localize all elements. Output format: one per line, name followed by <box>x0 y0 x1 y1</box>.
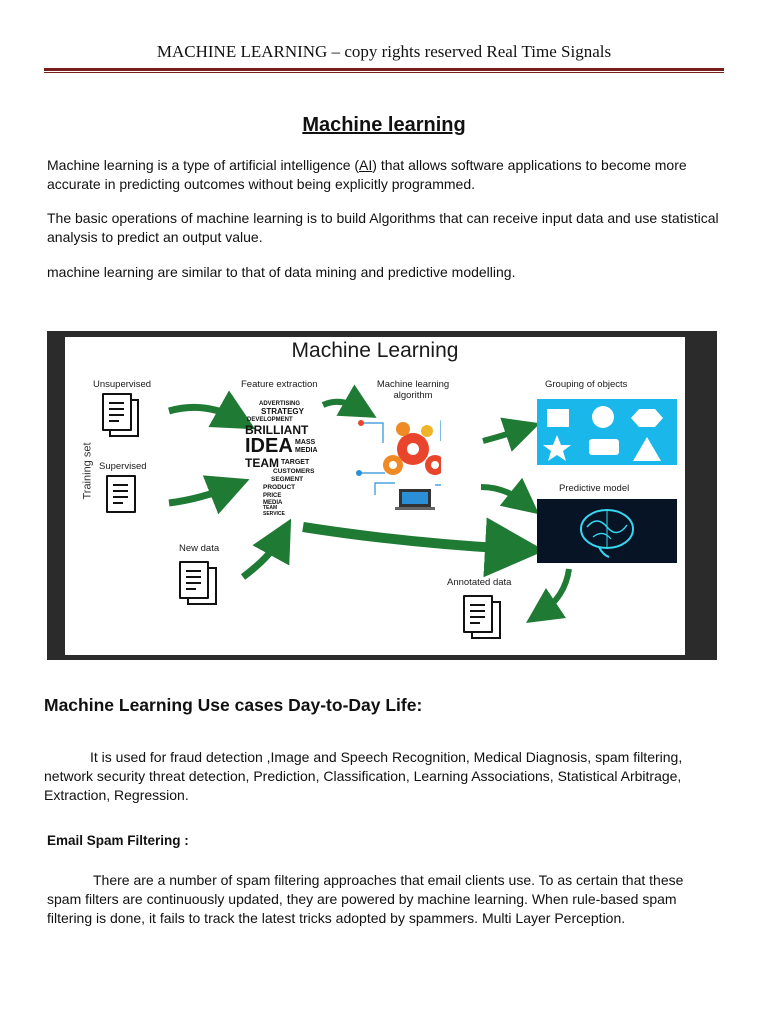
supervised-document-icon <box>106 475 136 513</box>
feature-extraction-label: Feature extraction <box>241 379 318 390</box>
page-header: MACHINE LEARNING – copy rights reserved Real Time Signals <box>156 42 612 61</box>
supervised-label: Supervised <box>99 461 147 472</box>
idea-bulb-word-cloud: ADVERTISING STRATEGY DEVELOPMENT BRILLIANT IDEA MASS MEDIA TEAM TARGET CUSTOMERS SEGMENT PRODUCT PRICE MEDIA TEAM SERVICE <box>245 401 318 517</box>
intro-paragraph-2: The basic operations of machine learning is to build Algorithms that can receive input data and use statistical analysis to predict an output value. <box>47 210 719 245</box>
arrow-newdata-to-features <box>243 537 281 577</box>
annotated-data-label: Annotated data <box>447 577 512 588</box>
brain-icon <box>537 499 677 563</box>
predictive-model-panel <box>537 499 677 563</box>
new-data-document-icon <box>179 561 209 599</box>
diagram-title: Machine Learning <box>291 339 459 362</box>
ml-algorithm-label: Machine learning algorithm <box>376 379 450 401</box>
annotated-data-document-icon <box>463 595 493 633</box>
arrow-supervised-to-features <box>169 487 230 503</box>
grouping-label: Grouping of objects <box>545 379 628 390</box>
shapes-icon <box>537 399 677 465</box>
use-cases-body: It is used for fraud detection ,Image and Speech Recognition, Medical Diagnosis, spam filtering, network security threat detection, Prediction, Classification, Learning Associations, Statistical Arbitrage, Extraction, Regression. <box>44 749 683 803</box>
ai-abbreviation: AI <box>359 157 373 173</box>
training-set-label: Training set <box>81 442 94 500</box>
predictive-model-label: Predictive model <box>559 483 630 494</box>
grouping-shapes-panel <box>537 399 677 465</box>
unsupervised-document-icon <box>102 393 132 431</box>
arrow-predictive-to-annotated <box>541 569 569 613</box>
new-data-label: New data <box>179 543 220 554</box>
header-rule <box>44 68 724 71</box>
ml-diagram-figure <box>47 331 717 660</box>
intro-p1-after: ) that allows software applications to become more accurate in predicting outcomes without being explicitly programmed. <box>47 157 687 192</box>
unsupervised-label: Unsupervised <box>93 379 152 390</box>
header-rule-thin <box>44 72 724 73</box>
gears-network-icon <box>355 403 441 513</box>
ml-diagram <box>65 337 685 655</box>
intro-paragraph-1 <box>47 156 737 194</box>
intro-paragraph-3: machine learning are similar to that of data mining and predictive modelling. <box>47 264 516 280</box>
spam-filtering-body: There are a number of spam filtering approaches that email clients use. To as certain that these spam filters are continuously updated, they are powered by machine learning. When rule-based spam filtering is done, it fails to track the latest tricks adopted by spammers. Multi Layer Perception. <box>47 872 684 926</box>
arrow-algorithm-to-grouping <box>483 429 523 441</box>
arrow-features-to-predictive <box>303 527 515 549</box>
use-cases-heading: Machine Learning Use cases Day-to-Day Life: <box>44 695 423 715</box>
page-title: Machine learning <box>302 114 466 136</box>
arrow-algorithm-to-predictive <box>481 487 525 503</box>
intro-p1-before: Machine learning is a type of artificial intelligence ( <box>47 157 360 173</box>
arrow-unsupervised-to-features <box>169 407 237 419</box>
spam-filtering-heading: Email Spam Filtering : <box>47 833 189 848</box>
